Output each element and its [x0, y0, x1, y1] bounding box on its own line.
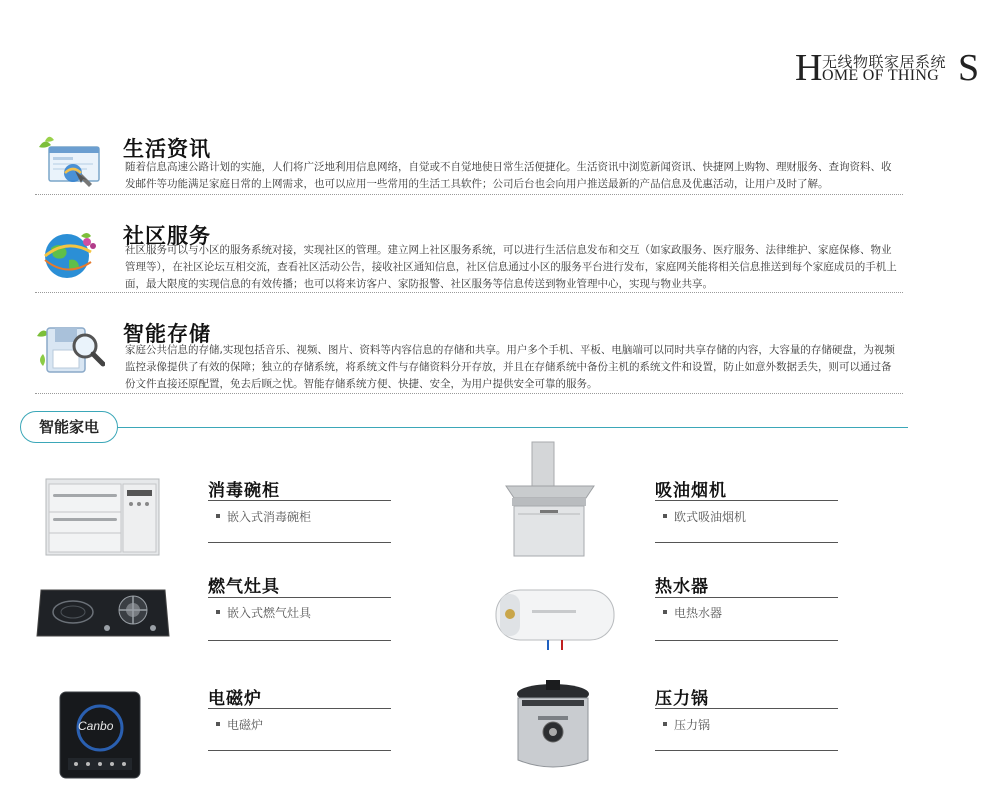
section-body: 随着信息高速公路计划的实施，人们将广泛地利用信息网络，自觉或不自觉地使日常生活便捷化。生活资讯中浏览新闻资讯、快捷网上购物、理财服务、查询资料、收发邮件等功能满足家庭日常的上网需求，也可以应用一些常用的生活工具软件；公司后台也会向用户推送最新的产品信息及优惠活动，让用户及时了解。 — [125, 161, 892, 190]
product-item-label: 欧式吸油烟机 — [674, 510, 747, 524]
floppy-search-icon — [35, 320, 105, 380]
logo-chinese-title: 无线物联家居系统 — [822, 53, 947, 71]
divider — [35, 194, 903, 195]
product-item — [663, 508, 746, 525]
product-rule — [655, 597, 838, 598]
section-title: 生活资讯 — [123, 137, 211, 161]
section-body: 家庭公共信息的存储,实现包括音乐、视频、图片、资料等内容信息的存储和共享。用户多个手机、平板、电脑端可以同时共享存储的内容，大容量的存储硬盘，为视频监控录像提供了有效的保障；独立的存储系统，将系统文件与存储资料分开存放，并且在存储系统中备份主机的系统文件和设置，防止如意外数据丢失，则可以通过备份文件直接还原配置，免去后顾之忧。智能存储系统方便、快捷、安全，为用户提供安全可靠的服务。 — [125, 344, 895, 390]
logo-letter-s: S — [958, 47, 980, 89]
product-rule — [208, 640, 391, 641]
product-item-label: 电磁炉 — [227, 718, 264, 732]
product-title: 压力锅 — [655, 689, 709, 709]
section-community-service — [35, 220, 905, 294]
product-title: 燃气灶具 — [208, 577, 280, 597]
section-title: 智能存储 — [123, 322, 211, 346]
product-item — [663, 604, 722, 621]
product-item-label: 压力锅 — [674, 718, 711, 732]
product-item — [216, 604, 311, 621]
product-rule — [208, 542, 391, 543]
product-item-label: 嵌入式消毒碗柜 — [227, 510, 312, 524]
globe-icon — [35, 226, 105, 286]
product-item — [663, 716, 710, 733]
section-life-info — [35, 133, 905, 195]
pressure-cooker-image — [508, 678, 598, 774]
section-title: 社区服务 — [123, 224, 211, 248]
sterilizer-cabinet-image — [45, 478, 160, 556]
product-item — [216, 508, 311, 525]
product-item-label: 嵌入式燃气灶具 — [227, 606, 312, 620]
appliances-heading-label: 智能家电 — [20, 411, 118, 443]
induction-cooker-image — [58, 690, 142, 780]
logo-letter-h: H — [795, 47, 823, 89]
water-heater-image — [492, 586, 618, 652]
product-title: 热水器 — [655, 577, 709, 597]
gas-stove-image — [35, 586, 171, 640]
product-rule — [208, 708, 391, 709]
product-rule — [208, 750, 391, 751]
product-rule — [655, 500, 838, 501]
product-item — [216, 716, 263, 733]
range-hood-image — [500, 440, 600, 558]
brand-lettering: Canbo — [78, 719, 114, 733]
product-rule — [655, 542, 838, 543]
product-title: 电磁炉 — [208, 689, 262, 709]
product-title: 吸油烟机 — [655, 481, 727, 501]
section-smart-storage — [35, 318, 905, 394]
section-body: 社区服务可以与小区的服务系统对接，实现社区的管理。建立网上社区服务系统，可以进行生活信息发布和交互（如家政服务、医疗服务、法律维护、家庭保修、物业管理等），在社区论坛互相交流，查看社区活动公告，接收社区通知信息，社区信息通过小区的服务平台进行发布，家庭网关能将相关信息推送到每个家庭成员的手机上面，最大限度的实现信息的有效传播；也可以将来访客户、家防报警、社区服务等信息传送到物业管理中心，实现与物业共享。 — [125, 244, 897, 290]
product-rule — [655, 708, 838, 709]
product-rule — [655, 750, 838, 751]
product-rule — [208, 597, 391, 598]
product-rule — [208, 500, 391, 501]
appliances-heading — [20, 411, 908, 445]
product-rule — [655, 640, 838, 641]
divider — [35, 292, 903, 293]
logo-english-title: OME OF THING — [822, 67, 940, 84]
browser-window-icon — [35, 133, 105, 193]
heading-rule — [117, 427, 908, 428]
product-item-label: 电热水器 — [674, 606, 723, 620]
brand-logo — [795, 45, 985, 89]
divider — [35, 393, 903, 394]
product-title: 消毒碗柜 — [208, 481, 280, 501]
